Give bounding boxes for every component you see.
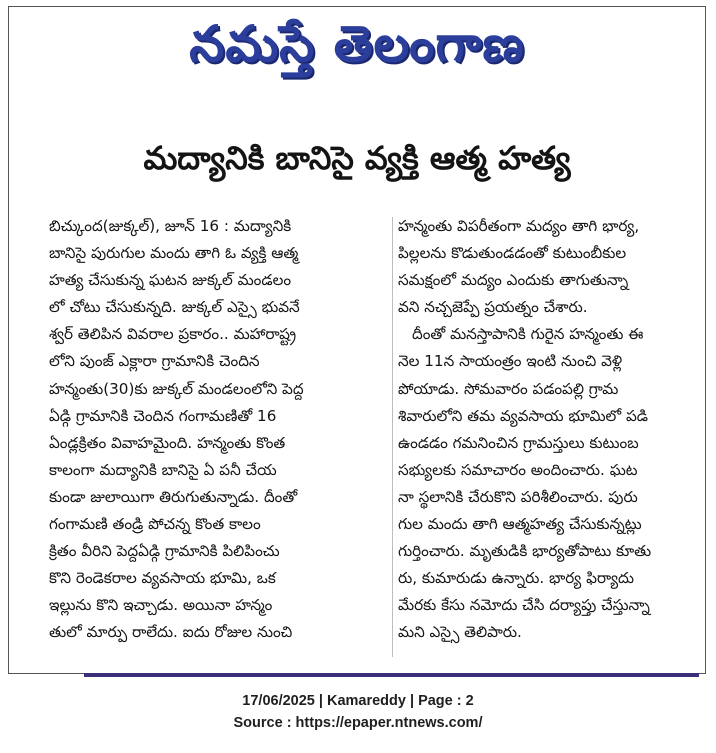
article-line: క్రితం వీరిని పెద్దఏడ్గి గ్రామానికి పిలిపించు: [49, 542, 280, 561]
article-line: బిచ్కుంద(జుక్కల్), జూన్ 16 : మద్యానికి: [49, 217, 292, 235]
headline-text: మద్యానికి బానిసై వ్యక్తి ఆత్మ హత్య: [143, 139, 571, 177]
article-line: శ్వర్ తెలిపిన వివరాల ప్రకారం.. మహారాష్ట్ర: [49, 325, 297, 344]
footer-date-line: 17/06/2025 | Kamareddy | Page : 2: [242, 693, 474, 709]
article-line: మని ఎస్సై తెలిపారు.: [398, 623, 522, 642]
footer-source-line: Source : https://epaper.ntnews.com/: [233, 715, 483, 731]
masthead-title: నమస్తే తెలంగాణ: [189, 15, 525, 73]
article-line: వని నచ్చజెప్పే ప్రయత్నం చేశారు.: [398, 298, 588, 317]
article-line: ఇల్లును కొని ఇచ్చాడు. అయినా హన్మం: [49, 596, 273, 615]
article-line: లోని పుంజ్ ఎక్లారా గ్రామానికి చెందిన: [49, 352, 260, 371]
masthead-logo: [9, 9, 705, 79]
article-line: హన్మంతు విపరీతంగా మద్యం తాగి భార్య,: [398, 217, 640, 235]
article-line: ఏండ్లక్రితం వివాహమైంది. హన్మంతు కొంత: [49, 433, 286, 452]
article-column-right: [398, 213, 710, 647]
article-line: సమక్షంలో మద్యం ఎందుకు తాగుతున్నా: [398, 271, 629, 290]
article-line: గుర్తించారు. మృతుడికి భార్యతోపాటు కూతు: [398, 542, 652, 561]
article-line: లో చోటు చేసుకున్నది. జుక్కల్ ఎస్సై భువనే: [49, 298, 300, 317]
article-line: తులో మార్పు రాలేదు. ఐదు రోజుల నుంచి: [49, 623, 293, 642]
article-headline: [9, 139, 705, 185]
article-line: ఏడ్గి గ్రామానికి చెందిన గంగామణితో 16: [49, 406, 277, 425]
article-line: ఉండడం గమనించిన గ్రామస్తులు కుటుంబ: [398, 433, 639, 452]
column-divider: [392, 217, 393, 657]
bottom-rule: [84, 673, 699, 677]
article-column-left: [49, 213, 387, 647]
article-line: పిల్లలను కొడుతుండడంతో కుటుంబీకుల: [398, 244, 627, 263]
article-line: శివారులోని తమ వ్యవసాయ భూమిలో పడి: [398, 406, 649, 425]
article-line: రు, కుమారుడు ఉన్నారు. భార్య ఫిర్యాదు: [398, 569, 635, 588]
article-line: హన్మంతు(30)కు జుక్కల్ మండలంలోని పెద్ద: [49, 379, 304, 398]
footer: [0, 690, 716, 734]
article-line: గుల మందు తాగి ఆత్మహత్య చేసుకున్నట్లు: [398, 515, 642, 534]
clipping-frame: [8, 6, 706, 674]
article-line: కుండా జులాయిగా తిరుగుతున్నాడు. దీంతో: [49, 487, 298, 506]
article-line: హత్య చేసుకున్న ఘటన జుక్కల్ మండలం: [49, 271, 292, 290]
article-line: దీంతో మనస్తాపానికి గురైన హన్మంతు ఈ: [412, 325, 644, 344]
article-line: సభ్యులకు సమాచారం అందించారు. ఘట: [398, 460, 638, 479]
article-line: కొని రెండెకరాల వ్యవసాయ భూమి, ఒక: [49, 569, 276, 588]
article-line: గంగామణి తండ్రి పోచన్న కొంత కాలం: [49, 515, 261, 534]
article-line: బానిసై పురుగుల మందు తాగి ఓ వ్యక్తి ఆత్మ: [49, 244, 299, 263]
article-line: నా స్థలానికి చేరుకొని పరిశీలించారు. పురు: [398, 487, 638, 506]
article-line: కాలంగా మద్యానికి బానిసై ఏ పనీ చేయ: [49, 460, 277, 479]
article-line: మేరకు కేసు నమోదు చేసి దర్యాప్తు చేస్తున్నా: [398, 596, 650, 615]
article-line: పోయాడు. సోమవారం పడంపల్లి గ్రామ: [398, 379, 619, 398]
article-line: నెల 11న సాయంత్రం ఇంటి నుంచి వెళ్లి: [398, 352, 623, 371]
